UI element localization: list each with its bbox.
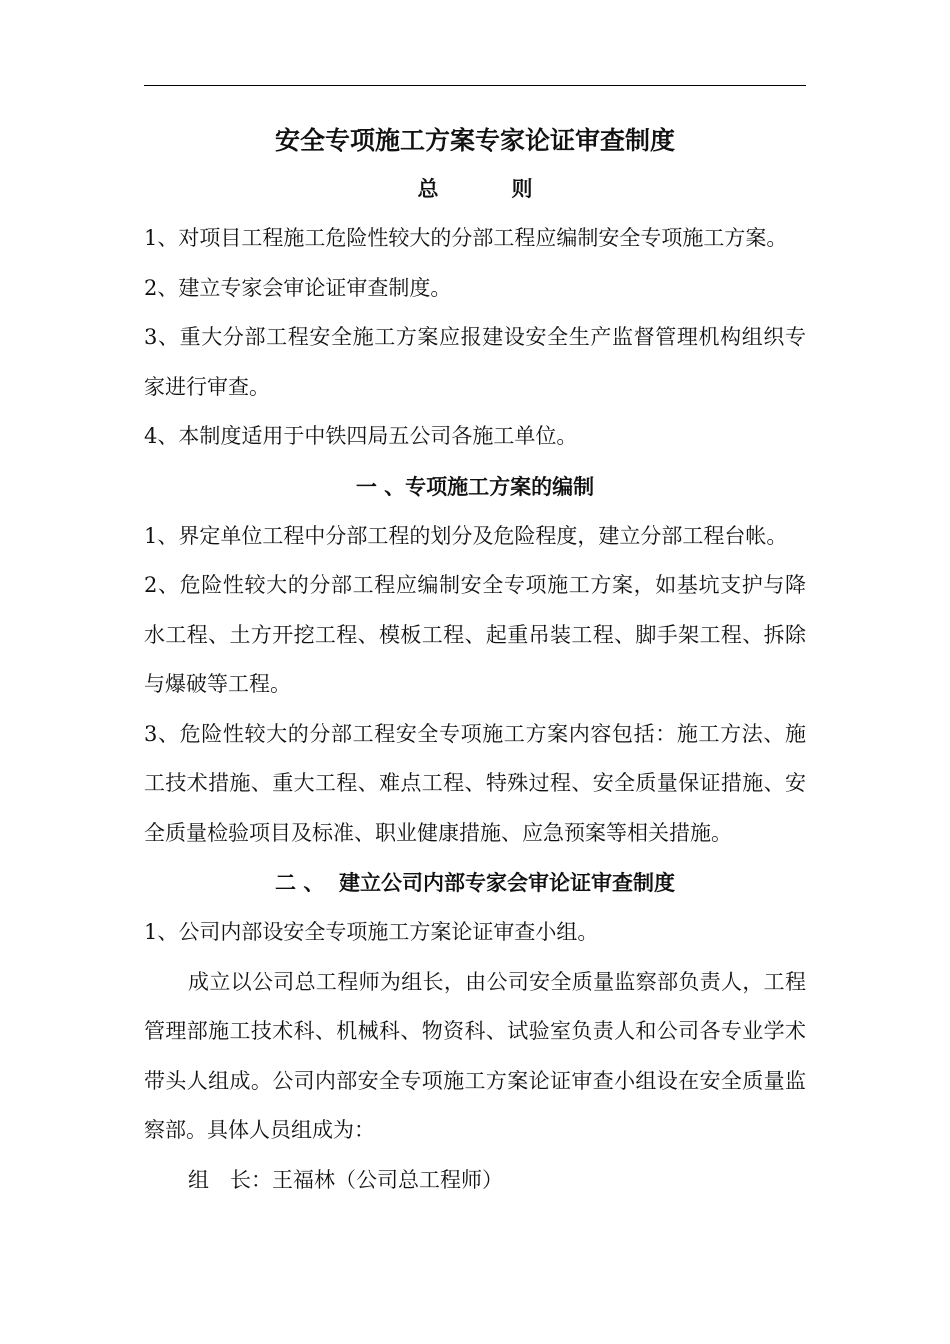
section2-paragraph: 成立以公司总工程师为组长，由公司安全质量监察部负责人，工程管理部施工技术科、机械科、物资科、试验室负责人和公司各专业学术带头人组成。公司内部安全专项施工方案论证审查小组设在安全质量监察部。具体人员组成为： <box>144 969 806 1142</box>
document-body <box>144 118 806 1205</box>
section1-item-3: 3、危险性较大的分部工程安全专项施工方案内容包括：施工方法、施工技术措施、重大工程、难点工程、特殊过程、安全质量保证措施、安全质量检验项目及标准、职业健康措施、应急预案等相关措施。 <box>144 721 806 845</box>
section2-leader-line: 组 长：王福林（公司总工程师） <box>188 1167 503 1192</box>
general-item-3: 3、重大分部工程安全施工方案应报建设安全生产监督管理机构组织专家进行审查。 <box>144 325 806 399</box>
document-title: 安全专项施工方案专家论证审查制度 <box>274 126 675 155</box>
section2-heading: 二 、 建立公司内部专家会审论证审查制度 <box>275 870 675 895</box>
section1-item-1: 1、界定单位工程中分部工程的划分及危险程度，建立分部工程台帐。 <box>144 523 788 548</box>
section1-heading: 一 、专项施工方案的编制 <box>355 473 595 499</box>
general-item-2: 2、建立专家会审论证审查制度。 <box>144 275 452 300</box>
general-item-1: 1、对项目工程施工危险性较大的分部工程应编制安全专项施工方案。 <box>144 226 788 250</box>
general-heading: 总 则 <box>417 176 533 201</box>
general-item-4: 4、本制度适用于中铁四局五公司各施工单位。 <box>144 424 578 448</box>
section1-item-2: 2、危险性较大的分部工程应编制安全专项施工方案，如基坑支护与降水工程、土方开挖工程、模板工程、起重吊装工程、脚手架工程、拆除与爆破等工程。 <box>144 573 806 696</box>
header-rule <box>144 85 806 86</box>
section2-item-1: 1、公司内部设安全专项施工方案论证审查小组。 <box>144 920 599 944</box>
